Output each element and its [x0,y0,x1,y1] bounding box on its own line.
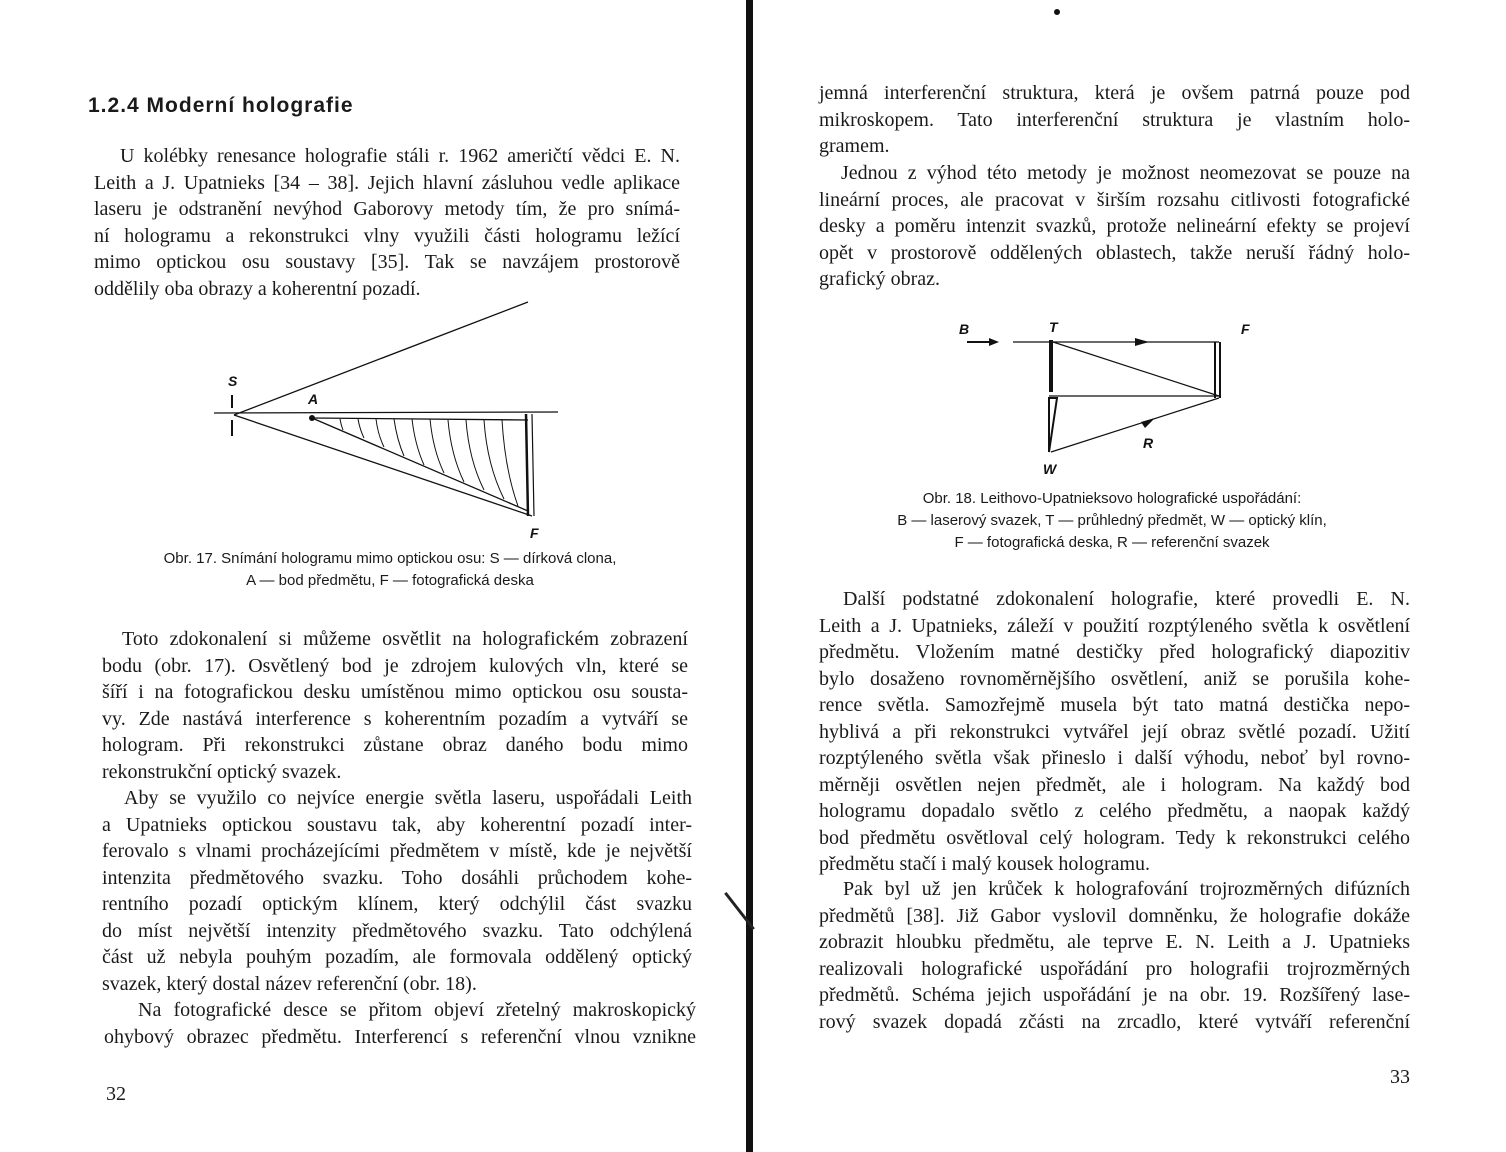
arrowhead [1135,338,1149,346]
label-B: B [959,321,970,337]
text-line: gramem. [819,135,890,157]
label-F: F [1241,321,1250,337]
optical-wedge [1049,398,1057,452]
text-line: svazek, který dostal název referenční (obr. 18). [102,972,477,995]
text-line: mimo optickou osu soustavy [35]. Tak se navzájem prostorově [94,251,680,273]
text-line: bodu (obr. 17). Osvětlený bod je zdrojem kulových vln, které se [102,654,688,677]
spherical-wavefronts [340,419,518,506]
text-line: zobrazit hloubku předmětu, ale teprve E. N. Leith a J. Upatnieks [819,931,1410,953]
optical-axis [214,412,558,413]
arrowhead [1141,418,1155,428]
photo-plate [526,414,528,516]
section-heading: 1.2.4 Moderní holografie [88,94,354,117]
text-line: Aby se využilo co nejvíce energie světla laseru, uspořádali Leith [124,787,692,809]
text-line: Pak byl už jen krůček k holografování trojrozměrných difúzních [843,878,1410,900]
label-R: R [1143,435,1154,451]
text-line: předmětů. Schéma jejich uspořádání je na obr. 19. Rozšířený lase- [819,984,1410,1006]
figure-18-diagram [957,312,1267,482]
text-line: vy. Zde nastává interference s koherentním pozadím a vytváří se [102,707,688,730]
text-line: mikroskopem. Tato interferenční struktura je vlastním holo- [819,108,1410,131]
text-line: Další podstatné zdokonalení holografie, které provedli E. N. [843,588,1410,610]
page-number-left: 32 [106,1083,126,1105]
arrowhead [989,338,999,346]
text-line: ní hologramu a rekonstrukci vlny využili části hologramu ležící [94,224,680,247]
text-line: rový svazek dopadá zčásti na zrcadlo, které vytváří referenční [819,1010,1410,1033]
caption-line: Obr. 17. Snímání hologramu mimo optickou osu: S — dírková clona, [163,550,617,567]
upper-ray [234,302,528,415]
text-line: předmětu stačí i malý kousek hologramu. [819,853,1151,875]
text-line: část už nebyla pouhým pozadím, ale formovala oddělený optický [102,946,692,968]
text-line: bod předmětu osvětloval celý hologram. Tedy k rekonstrukci celého [819,826,1410,849]
text-line: intenzita předmětového svazku. Toho dosáhli průchodem kohe- [102,866,692,889]
text-line: a Upatnieks optickou soustavu tak, aby koherentní pozadí inter- [102,813,692,836]
figure-18-caption [812,488,1412,554]
caption-line: A — bod předmětu, F — fotografická deska [246,572,534,589]
object-point [309,415,315,421]
text-line: Jednou z výhod této metody je možnost neomezovat se pouze na [841,162,1410,184]
text-line: lineární proces, ale pracovat v širším rozsahu citlivosti fotografické [819,188,1410,211]
text-line: desky a poměru intenzit svazků, protože nelineární efekty se projeví [819,215,1410,237]
label-F: F [530,525,539,541]
left-paragraph-2 [102,626,688,785]
lower-ray [234,415,532,516]
text-line: bylo dosaženo rovnoměrnějšího osvětlení, aniž se porušila kohe- [819,667,1410,690]
text-line: Leith a J. Upatnieks, záleží v použití rozptýleného světla k osvětlení [819,614,1410,637]
text-line: rentního pozadí optickým klínem, který odchýlil část svazku [102,893,692,915]
text-line: Na fotografické desce se přitom objeví zřetelný makroskopický [138,999,696,1021]
text-line: rence světla. Samozřejmě musela být tato matná destička nepo- [819,694,1410,716]
left-paragraph-3 [102,785,692,997]
text-line: měrněji osvětlen nejen předmět, ale i hologram. Na každý bod [819,773,1410,796]
transparent-object [1049,340,1053,392]
text-line: hyblivá a při rekonstrukci vytvářel její obraz světlé pozadí. Užití [819,720,1410,743]
caption-line: B — laserový svazek, T — průhledný předmět, W — optický klín, [897,512,1327,529]
text-line: rekonstrukční optický svazek. [102,760,342,783]
label-A: A [308,391,319,407]
right-paragraph-3 [819,586,1410,878]
text-line: hologramu dopadalo světlo z celého předmětu, a naopak každý [819,800,1410,822]
ray-to-plate-top [312,418,528,420]
text-line: ferovalo s vlnami procházejícími předmětem v místě, kde je největší [102,840,692,862]
left-paragraph-1 [94,143,680,302]
text-line: rozptýleného světla však přineslo i další výhodu, neboť byl rovno- [819,747,1410,769]
photo-plate-edge [532,414,534,516]
object-beam-diagonal [1053,342,1219,396]
text-line: realizovali holografické uspořádání pro holografii trojrozměrných [819,957,1410,980]
caption-line: F — fotografická deska, R — referenční svazek [954,534,1270,551]
text-line: šíří i na fotografickou desku umístěnou mimo optickou osu sousta- [102,681,688,703]
caption-line: Obr. 18. Leithovo-Upatnieksovo holografické uspořádání: [922,490,1302,507]
figure-17-caption [90,548,690,592]
left-paragraph-4 [104,997,696,1050]
text-line: do míst největší intenzity předmětového svazku. Tato odchýlená [102,919,692,942]
label-S: S [228,373,238,389]
text-line: Leith a J. Upatnieks [34 – 38]. Jejich hlavní zásluhou vedle aplikace [94,171,680,194]
figure-17-diagram [200,290,560,550]
reference-beam [1051,398,1219,452]
text-line: grafický obraz. [819,268,941,290]
text-line: předmětů [38]. Již Gabor vyslovil domněnku, že holografie dokáže [819,904,1410,927]
text-line: oddělily oba obrazy a koherentní pozadí. [94,277,421,300]
text-line: opět v prostorově oddělených oblastech, takže neruší řádný holo- [819,241,1410,264]
right-paragraph-4 [819,876,1410,1035]
text-line: hologram. Při rekonstrukci zůstane obraz daného bodu mimo [102,734,688,756]
left-page [0,0,744,1152]
ray-to-plate-bottom [312,418,528,511]
right-paragraph-1 [819,80,1410,160]
right-paragraph-2 [819,160,1410,293]
page-number-right: 33 [1390,1066,1410,1088]
text-line: Toto zdokonalení si můžeme osvětlit na holografickém zobrazení [122,628,688,650]
label-W: W [1043,461,1057,477]
text-line: předmětu. Vložením matné destičky před holografický diapozitiv [819,641,1410,663]
text-line: laseru je odstranění nevýhod Gaborovy metody tím, že pro snímá- [94,198,680,220]
text-line: ohybový obrazec předmětu. Interferencí s referenční vlnou vznikne [104,1025,696,1048]
label-T: T [1049,319,1058,335]
binding-shadow [746,0,753,1152]
text-line: U kolébky renesance holografie stáli r. 1962 američtí vědci E. N. [120,145,680,167]
right-page [772,0,1506,1152]
text-line: jemná interferenční struktura, která je ovšem patrná pouze pod [819,82,1410,104]
